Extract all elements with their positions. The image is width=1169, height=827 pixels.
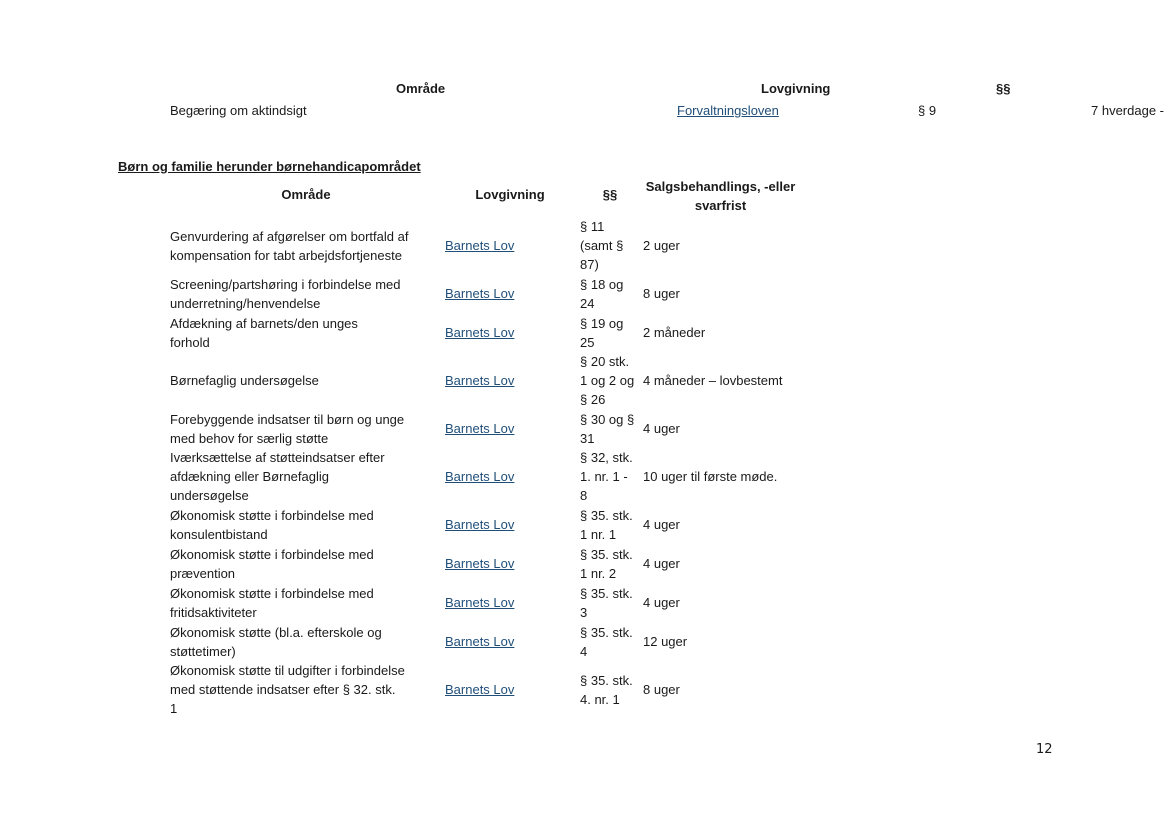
cell-omraade-line: Screening/partshøring i forbindelse med [170,276,401,292]
cell-omraade-line: Økonomisk støtte i forbindelse med [170,507,374,523]
top-header-paragraf: §§ [996,81,1011,96]
cell-frist: 8 uger [643,286,680,301]
table-row [0,409,1169,448]
cell-omraade-line: prævention [170,565,236,581]
cell-frist: 4 uger [643,421,680,436]
cell-paragraf-line: § 11 [580,219,605,234]
cell-paragraf-line: 1 nr. 1 [580,526,617,542]
cell-paragraf [580,274,640,313]
cell-paragraf-line: 31 [580,430,595,446]
table-row [0,505,1169,544]
cell-frist: 4 uger [643,517,680,532]
barnets-lov-link[interactable]: Barnets Lov [445,595,515,610]
cell-omraade-line: Genvurdering af afgørelser om bortfald af [170,228,409,244]
cell-paragraf [580,313,640,352]
cell-paragraf-line: 1 nr. 2 [580,565,617,581]
header-lovgivning: Lovgivning [475,187,545,202]
top-header-lovgivning: Lovgivning [761,81,831,96]
header-omraade: Område [281,187,331,202]
cell-omraade [170,661,436,718]
top-row-paragraf: § 9 [918,103,937,118]
cell-paragraf-line: § 26 [580,392,606,407]
barnets-lov-link[interactable]: Barnets Lov [445,517,515,532]
cell-omraade-line: kompensation for tabt arbejdsfortjeneste [170,247,402,263]
cell-omraade-line: Afdækning af barnets/den unges [170,315,358,331]
cell-omraade-line: med støttende indsatser efter § 32. stk. [170,682,396,697]
cell-omraade-line: støttetimer) [170,643,236,659]
table-row [0,313,1169,352]
table-row [0,274,1169,313]
cell-frist: 4 måneder – lovbestemt [643,373,783,388]
table-row [0,583,1169,622]
table-row [0,448,1169,505]
cell-paragraf-line: § 35. stk. [580,507,633,523]
cell-omraade-line: Iværksættelse af støtteindsatser efter [170,450,385,465]
cell-frist: 12 uger [643,634,688,649]
top-header-omraade: Område [396,81,446,96]
cell-paragraf-line: 1. nr. 1 - [580,469,628,484]
cell-paragraf [580,217,640,274]
cell-frist: 2 uger [643,238,680,253]
section-title: Børn og familie herunder børnehandicapområdet [118,159,421,174]
cell-paragraf-line: § 18 og [580,276,624,292]
cell-omraade [170,448,436,505]
cell-omraade-line: undersøgelse [170,488,249,503]
cell-paragraf [580,448,640,505]
cell-omraade [170,352,436,409]
cell-omraade-line: 1 [170,701,178,716]
cell-paragraf-line: 8 [580,488,588,503]
cell-omraade-line: Forebyggende indsatser til børn og unge [170,411,405,427]
barnets-lov-link[interactable]: Barnets Lov [445,286,515,301]
cell-paragraf [580,583,640,622]
cell-omraade-line: med behov for særlig støtte [170,430,329,446]
cell-omraade [170,313,436,352]
cell-paragraf-line: § 20 stk. [580,354,630,369]
barnets-lov-link[interactable]: Barnets Lov [445,421,515,436]
cell-paragraf [580,544,640,583]
table-row [0,352,1169,409]
cell-paragraf-line: 1 og 2 og [580,373,635,388]
cell-omraade [170,217,436,274]
cell-paragraf [580,505,640,544]
forvaltningsloven-link[interactable]: Forvaltningsloven [677,103,779,118]
cell-omraade-line: konsulentbistand [170,526,268,542]
barnets-lov-link[interactable]: Barnets Lov [445,682,515,697]
cell-frist: 8 uger [643,682,680,697]
cell-paragraf-line: § 35. stk. [580,672,633,688]
cell-paragraf-line: 24 [580,295,595,311]
cell-omraade-line: Økonomisk støtte (bl.a. efterskole og [170,624,382,640]
cell-omraade-line: Økonomisk støtte til udgifter i forbindelse [170,663,405,678]
barnets-lov-link[interactable]: Barnets Lov [445,373,515,388]
cell-omraade-line: forhold [170,334,210,350]
cell-paragraf [580,352,640,409]
cell-paragraf-line: § 35. stk. [580,546,633,562]
cell-omraade [170,583,436,622]
table-row [0,661,1169,718]
table-row [0,544,1169,583]
cell-omraade-line: fritidsaktiviteter [170,604,257,620]
cell-omraade [170,505,436,544]
cell-paragraf [580,409,640,448]
cell-paragraf-line: § 35. stk. [580,624,633,640]
cell-paragraf [580,622,640,661]
header-paragraf: §§ [602,187,618,202]
cell-omraade-line: underretning/henvendelse [170,295,321,311]
barnets-lov-link[interactable]: Barnets Lov [445,556,515,571]
cell-paragraf-line: (samt § [580,238,624,253]
cell-frist: 4 uger [643,595,680,610]
cell-omraade [170,409,436,448]
page-number: 12 [1036,742,1053,757]
cell-frist: 10 uger til første møde. [643,469,778,484]
cell-omraade [170,622,436,661]
top-row-frist: 7 hverdage - [1091,103,1164,118]
cell-paragraf-line: § 32, stk. [580,450,633,465]
cell-omraade-line: Økonomisk støtte i forbindelse med [170,546,374,562]
cell-omraade-line: Børnefaglig undersøgelse [170,373,319,388]
cell-omraade [170,274,436,313]
cell-paragraf [580,661,640,718]
cell-paragraf-line: 4. nr. 1 [580,691,620,707]
cell-paragraf-line: § 19 og [580,315,624,331]
cell-paragraf-line: 25 [580,334,595,350]
cell-omraade-line: Økonomisk støtte i forbindelse med [170,585,374,601]
barnets-lov-link[interactable]: Barnets Lov [445,325,515,340]
cell-paragraf-line: § 35. stk. [580,585,633,601]
cell-omraade-line: afdækning eller Børnefaglig [170,469,329,484]
cell-paragraf-line: 87) [580,257,599,272]
table-row [0,622,1169,661]
cell-frist: 4 uger [643,556,680,571]
cell-paragraf-line: 4 [580,643,588,659]
top-row-omraade: Begæring om aktindsigt [170,103,307,118]
cell-paragraf-line: 3 [580,604,588,620]
cell-omraade [170,544,436,583]
barnets-lov-link[interactable]: Barnets Lov [445,238,515,253]
header-frist: Salgsbehandlings, -eller svarfrist [645,179,796,213]
cell-paragraf-line: § 30 og § [580,411,635,427]
table-row [0,217,1169,274]
barnets-lov-link[interactable]: Barnets Lov [445,469,515,484]
barnets-lov-link[interactable]: Barnets Lov [445,634,515,649]
cell-frist: 2 måneder [643,325,706,340]
